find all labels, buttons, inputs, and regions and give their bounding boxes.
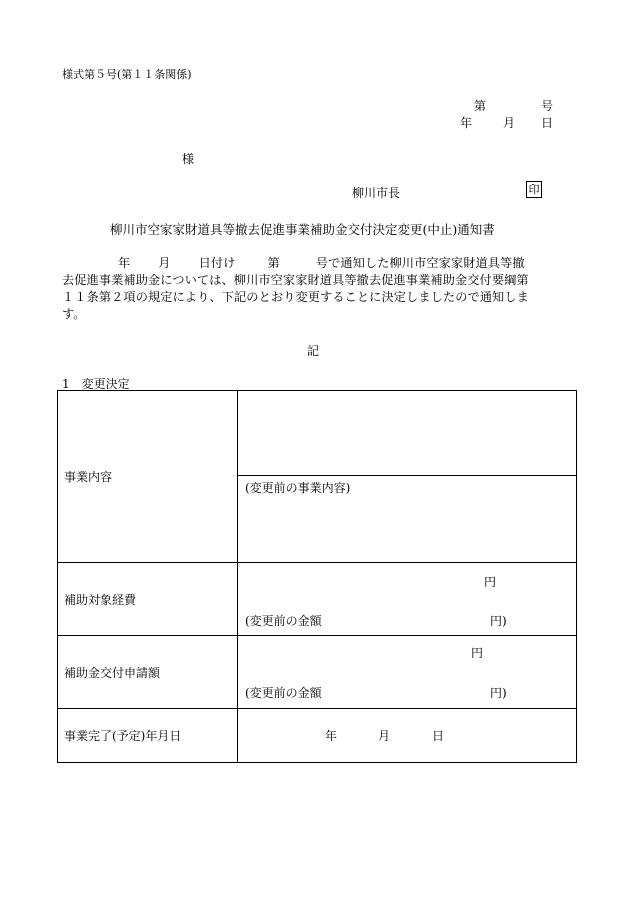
completion-month: 月 <box>378 729 391 743</box>
label-business-content: 事業内容 <box>58 391 238 563</box>
body-line-4: す。 <box>62 307 86 321</box>
field-subsidy-application-amount[interactable] <box>238 636 577 709</box>
body-date-month: 月 <box>158 256 171 270</box>
completion-year: 年 <box>325 729 338 743</box>
body-date-year: 年 <box>118 256 131 270</box>
body-number-label: 第 <box>267 256 280 270</box>
issue-date-year: 年 <box>460 116 473 130</box>
body-line-3: １１条第２項の規定により、下記のとおり変更することに決定しましたので通知しま <box>62 290 529 304</box>
prev-amount-yen: 円) <box>490 614 507 628</box>
doc-number-label: 第 <box>474 99 487 113</box>
eligible-expenses-yen: 円 <box>484 575 497 589</box>
change-decision-table <box>57 390 577 763</box>
prev-business-content-label: (変更前の事業内容) <box>245 481 351 495</box>
issue-date-month: 月 <box>503 116 516 130</box>
seal-stamp: 印 <box>526 181 542 198</box>
field-completion-date[interactable] <box>238 709 577 763</box>
body-line-1 <box>62 255 562 272</box>
application-amount-yen: 円 <box>471 646 484 660</box>
field-eligible-expenses[interactable] <box>238 563 577 636</box>
doc-number-suffix: 号 <box>541 99 554 113</box>
section-heading: 1 変更決定 <box>62 377 130 391</box>
body-text <box>62 255 562 323</box>
form-number: 様式第５号(第１１条関係) <box>62 68 192 81</box>
issue-date-day: 日 <box>541 116 554 130</box>
prev-amount-yen: 円) <box>490 686 507 700</box>
prev-amount-label: (変更前の金額 <box>245 686 322 700</box>
field-prev-business-content[interactable] <box>238 476 577 563</box>
completion-day: 日 <box>432 729 445 743</box>
label-completion-date: 事業完了(予定)年月日 <box>58 709 238 763</box>
ki-heading: 記 <box>307 344 320 358</box>
body-line-1-rest: 号で通知した柳川市空家家財道具等撤 <box>315 256 525 270</box>
field-business-content[interactable] <box>238 391 577 476</box>
label-subsidy-application-amount: 補助金交付申請額 <box>58 636 238 709</box>
body-line-2: 去促進事業補助金については、柳川市空家家財道具等撤去促進事業補助金交付要綱第 <box>62 273 529 287</box>
document-title: 柳川市空家家財道具等撤去促進事業補助金交付決定変更(中止)通知書 <box>110 222 495 237</box>
addressee-honorific: 様 <box>182 152 195 166</box>
body-date-day: 日付け <box>198 256 236 270</box>
label-eligible-expenses: 補助対象経費 <box>58 563 238 636</box>
issuer-name: 柳川市長 <box>352 186 401 200</box>
prev-amount-label: (変更前の金額 <box>245 614 322 628</box>
